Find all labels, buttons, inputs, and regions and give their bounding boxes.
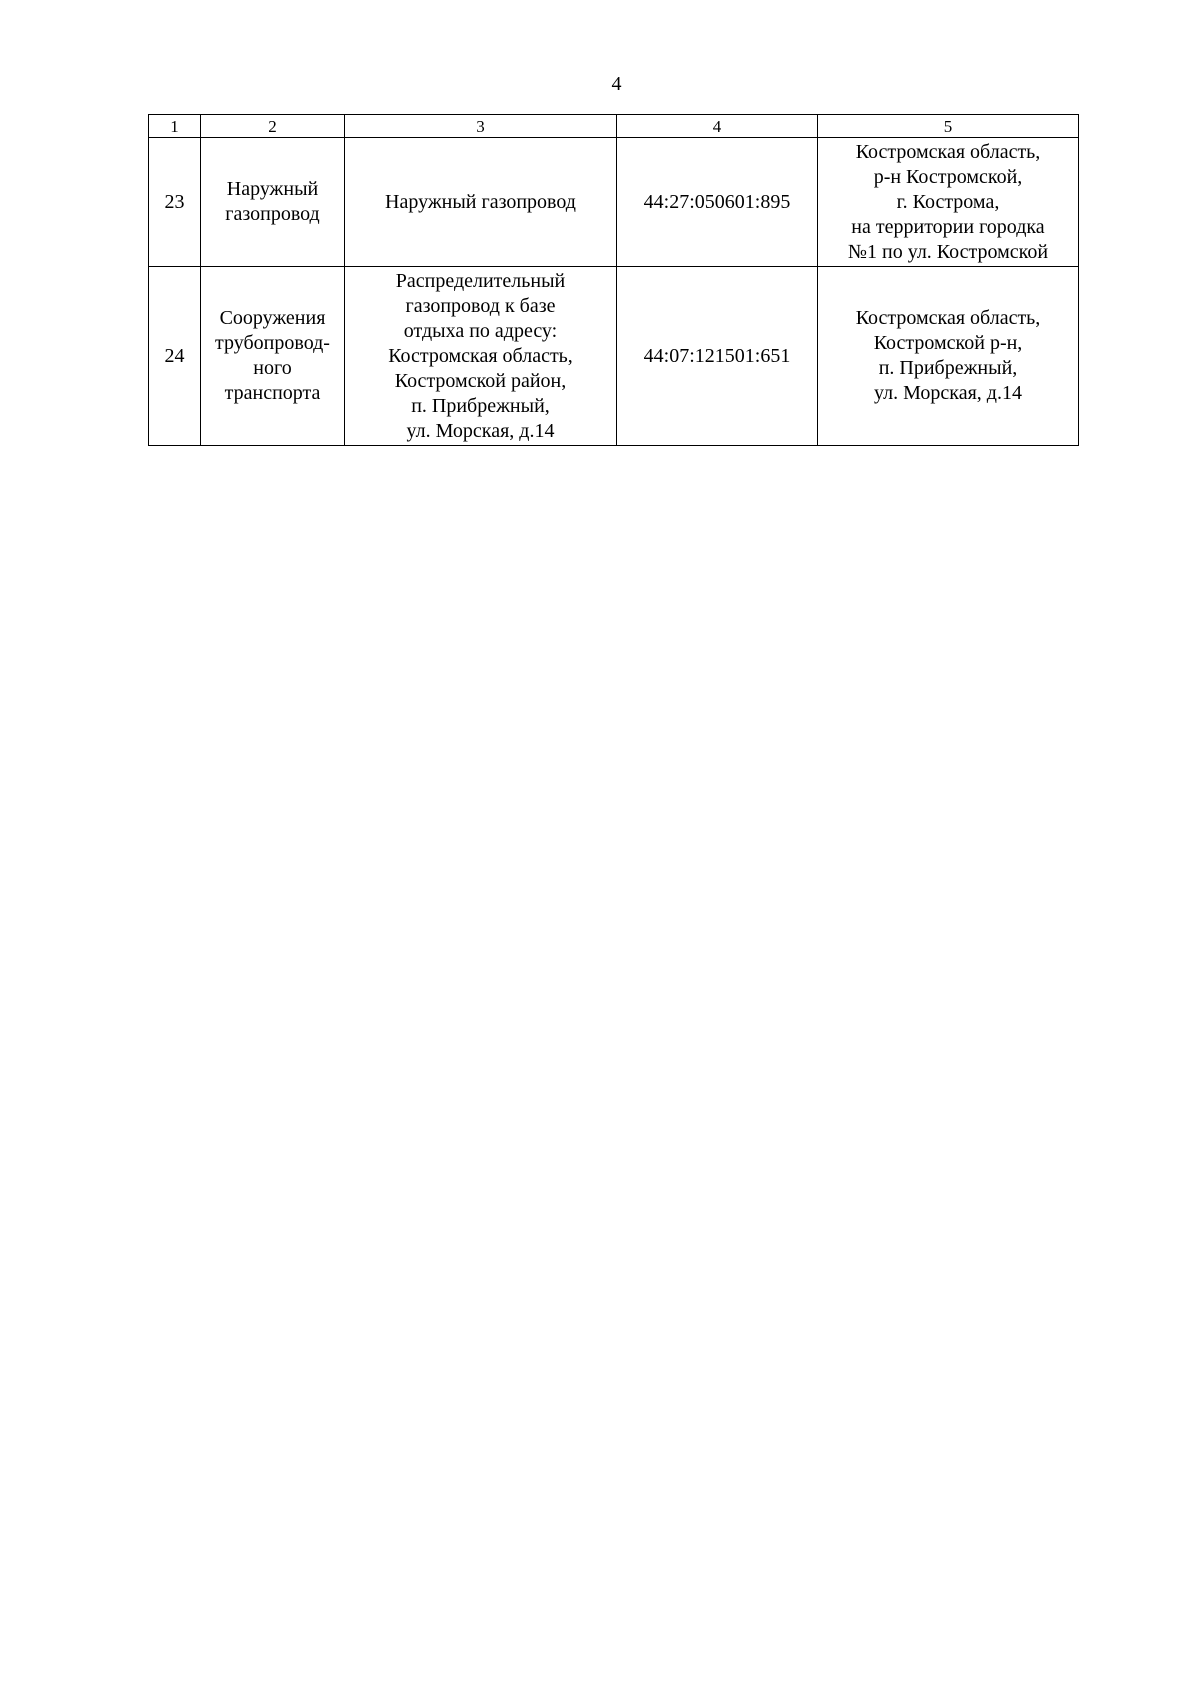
row-number-cell: 24	[149, 267, 201, 446]
object-name-cell: Наружный газопровод	[345, 138, 617, 267]
object-type-cell: Сооружения трубопровод- ного транспорта	[201, 267, 345, 446]
row-number-cell: 23	[149, 138, 201, 267]
cadastral-number-cell: 44:07:121501:651	[617, 267, 818, 446]
header-cell-2: 2	[201, 115, 345, 138]
address-cell: Костромская область, Костромской р-н, п. Прибрежный, ул. Морская, д.14	[818, 267, 1079, 446]
address-cell: Костромская область, р-н Костромской, г. Кострома, на территории городка №1 по ул. Костромской	[818, 138, 1079, 267]
header-cell-4: 4	[617, 115, 818, 138]
table-row	[149, 138, 1079, 267]
header-cell-1: 1	[149, 115, 201, 138]
page-number: 4	[611, 73, 622, 95]
object-name-cell: Распределительный газопровод к базе отдыха по адресу: Костромская область, Костромской район, п. Прибрежный, ул. Морская, д.14	[345, 267, 617, 446]
table-row	[149, 267, 1079, 446]
object-type-cell: Наружный газопровод	[201, 138, 345, 267]
header-cell-5: 5	[818, 115, 1079, 138]
table-header-row	[149, 115, 1079, 138]
cadastral-number-cell: 44:27:050601:895	[617, 138, 818, 267]
objects-table	[148, 114, 1079, 446]
header-cell-3: 3	[345, 115, 617, 138]
